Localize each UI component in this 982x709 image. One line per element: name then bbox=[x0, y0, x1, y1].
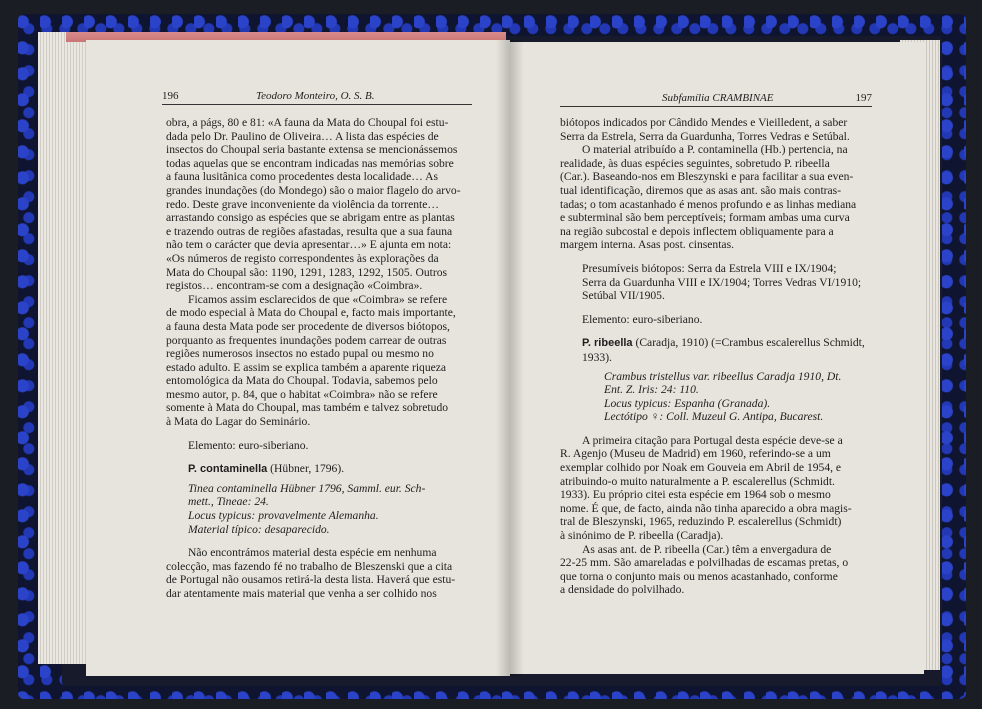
left-synonymy bbox=[166, 482, 472, 536]
text-line: porquanto as frequentes inundações podem carrear de outras bbox=[166, 333, 447, 347]
text-line: arrastando consigo as espécies que se abrigam entre as plantas bbox=[166, 211, 455, 225]
text-line: dada pelo Dr. Paulino de Oliveira… A lista das espécies de bbox=[166, 129, 439, 143]
text-line: estado adulto. E assim se explica também a aparente riqueza bbox=[166, 360, 447, 374]
text-line: à sinónimo de P. ribeella (Caradja). bbox=[560, 529, 724, 543]
biotope-line: Setúbal VII/1905. bbox=[582, 289, 665, 303]
species-author: (Hübner, 1796). bbox=[267, 462, 345, 476]
species-name: P. ribeella bbox=[582, 337, 633, 350]
text-line: e trazendo outras de regiões afastadas, resulta que a sua fauna bbox=[166, 224, 453, 238]
right-header-rule bbox=[560, 106, 872, 107]
left-running-head: Teodoro Monteiro, O. S. B. bbox=[255, 90, 375, 102]
text-line: Ficamos assim esclarecidos de que «Coimbra» se refere bbox=[188, 292, 448, 306]
synonymy-line: Tinea contaminella Hübner 1796, Samml. eur. Sch- bbox=[188, 481, 426, 495]
text-line: não tem o carácter que devia apresentar…» E ajunta em nota: bbox=[166, 238, 452, 252]
text-line: todas aquelas que se encontram indicadas nas memórias sobre bbox=[166, 156, 454, 170]
synonymy-line: Lectótipo ♀: Coll. Muzeul G. Antipa, Bucarest. bbox=[604, 410, 824, 424]
text-line: regiões numerosos insectos no estado pupal ou mesmo no bbox=[166, 347, 434, 361]
right-element-line: Elemento: euro-siberiano. bbox=[582, 312, 703, 326]
left-paragraph-3 bbox=[166, 546, 472, 600]
text-line: A primeira citação para Portugal desta espécie deve-se a bbox=[582, 433, 843, 447]
text-line: de Portugal não ousamos retirá-la desta lista. Haverá que estu- bbox=[166, 573, 456, 587]
text-line: e subterminal são bem perceptíveis; formam ambas uma curva bbox=[560, 211, 850, 225]
text-line: 1933). Eu próprio citei esta espécie em 1964 sob o mesmo bbox=[560, 488, 831, 502]
text-line: insectos do Choupal seria bastante extensa se mencionássemos bbox=[166, 143, 458, 157]
synonymy-line: Material típico: desaparecido. bbox=[188, 522, 330, 536]
text-line: Não encontrámos material desta espécie em nenhuma bbox=[188, 546, 437, 560]
text-line: O material atribuído a P. contaminella (Hb.) pertencia, na bbox=[582, 143, 848, 157]
text-line: tual identificação, diremos que as asas ant. são mais contras- bbox=[560, 183, 842, 197]
text-line: mesmo autor, p. 84, que o habitat «Coimbra» não se refere bbox=[166, 387, 438, 401]
right-paragraph-4 bbox=[560, 543, 872, 597]
text-line: exemplar colhido por Noak em Gouveia em Abril de 1954, e bbox=[560, 461, 842, 475]
text-line: entomológica da Mata do Choupal. Todavia, sabemos pelo bbox=[166, 374, 438, 388]
synonymy-line: Locus typicus: Espanha (Granada). bbox=[604, 396, 771, 410]
left-header-rule bbox=[162, 104, 472, 105]
text-line: tral de Bleszynski, 1965, reduzindo P. escalerellus (Schmidt) bbox=[560, 515, 842, 529]
right-body bbox=[560, 116, 872, 597]
right-paragraph-1 bbox=[560, 116, 872, 143]
synonymy-line: Crambus tristellus var. ribeellus Caradja 1910, Dt. bbox=[604, 369, 842, 383]
text-line: somente à Mata do Choupal, mas também e talvez sobretudo bbox=[166, 401, 449, 415]
species-heading-contaminella bbox=[166, 462, 472, 477]
text-line: à Mata do Lagar do Seminário. bbox=[166, 415, 311, 429]
biotope-line: Presumíveis biótopos: Serra da Estrela VIII e IX/1904; bbox=[582, 261, 837, 275]
text-line: na região subcostal e depois inflectem obliquamente para a bbox=[560, 224, 834, 238]
text-line: Serra da Estrela, Serra da Guardunha, Torres Vedras e Setúbal. bbox=[560, 129, 850, 143]
text-line: obra, a págs, 80 e 81: «A fauna da Mata do Choupal foi estu- bbox=[166, 116, 449, 129]
left-paragraph-1 bbox=[166, 116, 472, 293]
synonymy-line: Locus typicus: provavelmente Alemanha. bbox=[188, 509, 379, 523]
text-line: a densidade do polvilhado. bbox=[560, 583, 685, 597]
text-line: a fauna lusitânica como procedentes desta localidade… As bbox=[166, 170, 439, 184]
left-page bbox=[86, 40, 510, 676]
text-line: nome. É que, de facto, ainda não tinha aparecido a obra magis- bbox=[560, 501, 852, 515]
species-name: P. contaminella bbox=[188, 463, 268, 476]
right-paragraph-3 bbox=[560, 434, 872, 543]
left-page-number: 196 bbox=[162, 90, 179, 102]
species-author: (Caradja, 1910) (=Crambus escalerellus Schmidt, bbox=[632, 336, 865, 350]
text-line: dar atentamente mais material que venha a ser colhido nos bbox=[166, 587, 437, 600]
text-line: As asas ant. de P. ribeella (Car.) têm a envergadura de bbox=[582, 542, 832, 556]
right-running-head: Subfamília CRAMBINAE bbox=[661, 92, 774, 104]
biotope-line: Serra da Guardunha VIII e IX/1904; Torres Vedras VI/1910; bbox=[582, 275, 862, 289]
text-line: realidade, às duas espécies seguintes, sobretudo P. ribeella bbox=[560, 156, 830, 170]
right-synonymy bbox=[560, 370, 872, 424]
right-paragraph-2 bbox=[560, 143, 872, 252]
text-line: R. Agenjo (Museu de Madrid) em 1960, referindo-se a um bbox=[560, 447, 831, 461]
text-line: redo. Deste grave inconveniente da violência da torrente… bbox=[166, 197, 439, 211]
right-page bbox=[510, 42, 924, 674]
text-line: biótopos indicados por Cândido Mendes e Vieilledent, a saber bbox=[560, 116, 848, 129]
text-line: atribuindo-o muito naturalmente a P. escalerellus (Schmidt. bbox=[560, 474, 835, 488]
text-line: de modo especial à Mata do Choupal e, facto mais importante, bbox=[166, 306, 456, 320]
synonymy-line: mett., Tineae: 24. bbox=[188, 495, 269, 509]
book-gutter bbox=[496, 40, 524, 676]
text-line: tadas; o tom acastanhado é menos profundo e as linhas mediana bbox=[560, 197, 857, 211]
species-author-cont: 1933). bbox=[582, 350, 612, 364]
text-line: colecção, mas fazendo fé no trabalho de Bleszenski que a cita bbox=[166, 559, 453, 573]
right-running-header bbox=[560, 92, 872, 104]
text-line: a fauna desta Mata pode ser procedente de diversos biótopos, bbox=[166, 319, 450, 333]
text-line: Mata do Choupal são: 1190, 1291, 1283, 1292, 1505. Outros bbox=[166, 265, 448, 279]
left-element-line: Elemento: euro-siberiano. bbox=[188, 438, 309, 452]
right-biotopes bbox=[560, 262, 872, 303]
text-line: margem interna. Asas post. cinsentas. bbox=[560, 238, 734, 252]
text-line: que torna o conjunto mais ou menos acastanhado, conforme bbox=[560, 569, 838, 583]
text-line: registos… encontram-se com a designação «Coimbra». bbox=[166, 279, 423, 293]
synonymy-line: Ent. Z. Iris: 24: 110. bbox=[604, 383, 699, 397]
right-page-number: 197 bbox=[855, 92, 872, 104]
text-line: grandes inundações (do Mondego) são o maior flagelo do arvo- bbox=[166, 183, 461, 197]
text-line: «Os números de registo correspondentes às explorações da bbox=[166, 251, 439, 265]
left-running-header bbox=[162, 90, 472, 102]
left-body bbox=[166, 116, 472, 601]
text-line: 22-25 mm. São amareladas e polvilhadas de escamas pretas, o bbox=[560, 556, 849, 570]
left-paragraph-2 bbox=[166, 293, 472, 429]
species-heading-ribeella bbox=[560, 336, 872, 364]
text-line: (Car.). Baseando-nos em Bleszynski e para facilitar a sua even- bbox=[560, 170, 854, 184]
